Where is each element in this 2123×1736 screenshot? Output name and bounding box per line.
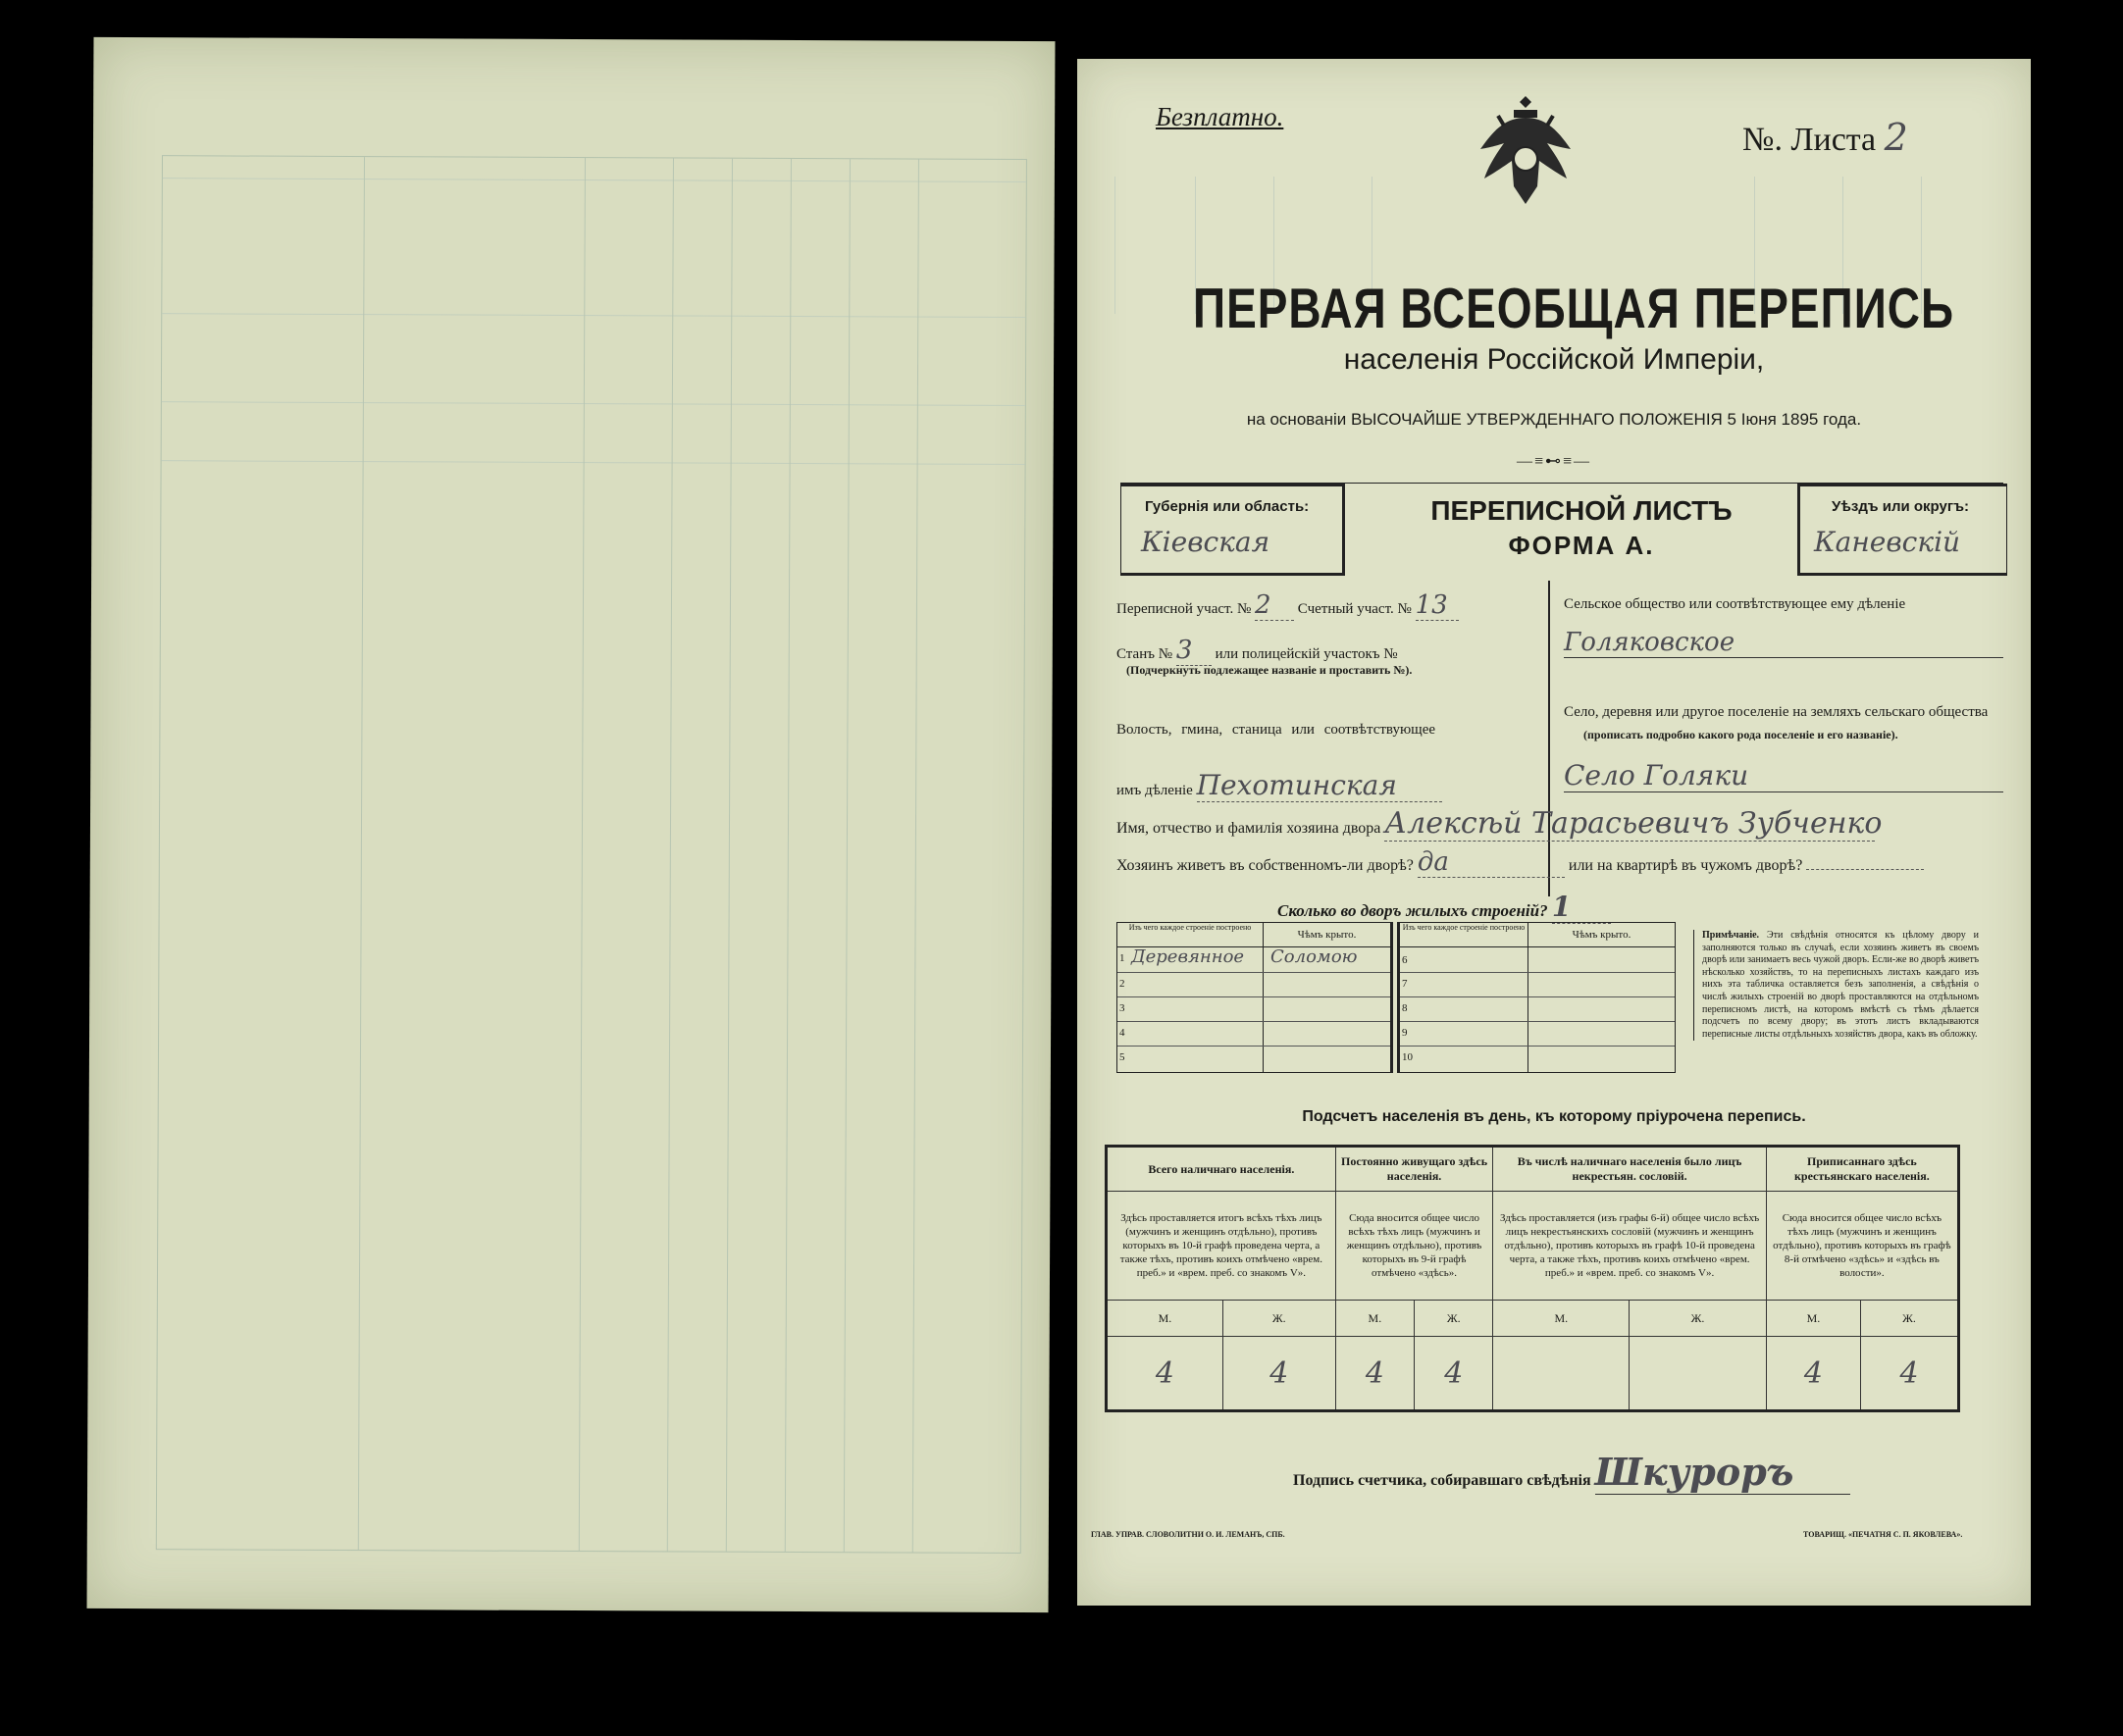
pop-col-desc: Здѣсь проставляется (изъ графы 6-й) общее число всѣхъ лицъ некрестьянскихъ сословій (мужчинъ и женщинъ отдѣльно), противъ которыхъ въ графѣ 10-й проведена черта, а также тѣхъ, противъ коихъ отмѣчено «врем. преб.» и «врем. преб. со знакомъ V». xyxy=(1493,1192,1766,1301)
female-count: 4 xyxy=(1415,1337,1493,1411)
count-area-label: Счетный участ. № xyxy=(1297,601,1412,617)
signature-line xyxy=(1293,1450,1850,1495)
printer-left: ГЛАВ. УПРАВ. СЛОВОЛИТНИ О. И. ЛЕМАНЪ, СПБ. xyxy=(1091,1530,1285,1539)
building-row xyxy=(1400,948,1675,973)
own-house-value: да xyxy=(1418,847,1565,878)
female-header: Ж. xyxy=(1861,1301,1959,1337)
village-value: Село Голяки xyxy=(1564,759,2003,792)
census-form-sheet xyxy=(1077,59,2031,1606)
male-count xyxy=(1493,1337,1630,1411)
female-header: Ж. xyxy=(1415,1301,1493,1337)
form-title-1: ПЕРЕПИСНОЙ ЛИСТЪ xyxy=(1430,495,1733,526)
pop-col-desc: Сюда вносится общее число всѣхъ тѣхъ лицъ (мужчинъ и женщинъ отдѣльно), противъ которыхъ въ графѣ 8-й отмѣчено «здѣсь» и «здѣсь въ волости». xyxy=(1766,1192,1958,1301)
building-row xyxy=(1400,996,1675,1022)
header-box-row xyxy=(1120,483,2003,570)
volost-value: Пехотинская xyxy=(1197,769,1442,802)
free-label: Безплатно. xyxy=(1156,102,1284,131)
pop-col-title: Въ числѣ наличнаго населенія было лицъ некрестьян. сословій. xyxy=(1493,1147,1766,1192)
row-number: 9 xyxy=(1402,1027,1408,1039)
male-count: 4 xyxy=(1766,1337,1860,1411)
col-roof-header: Чѣмъ крыто. xyxy=(1264,923,1390,947)
legal-basis: на основаніи ВЫСОЧАЙШЕ УТВЕРЖДЕННАГО ПОЛОЖЕНІЯ 5 Іюня 1895 года. xyxy=(1246,410,1862,429)
building-row xyxy=(1117,948,1390,973)
building-row xyxy=(1400,972,1675,997)
building-roof: Соломою xyxy=(1270,946,1358,967)
row-number: 5 xyxy=(1119,1051,1125,1063)
sheet-number xyxy=(1742,116,1908,159)
volost-label-1: Волость, гмина, станица или соотвѣтствующее xyxy=(1116,722,1436,738)
building-material: Деревянное xyxy=(1131,946,1245,967)
pop-col-desc: Сюда вносится общее число всѣхъ тѣхъ лицъ (мужчинъ и женщинъ отдѣльно), противъ которыхъ въ 9-й графѣ отмѣчено «здѣсь». xyxy=(1335,1192,1493,1301)
stan-note: (Подчеркнуть подлежащее названіе и проставить №). xyxy=(1126,663,1413,677)
double-headed-eagle-emblem xyxy=(1475,88,1578,216)
row-number: 10 xyxy=(1402,1051,1413,1063)
population-heading: Подсчетъ населенія въ день, къ которому пріурочена перепись. xyxy=(1302,1108,1806,1125)
female-header: Ж. xyxy=(1630,1301,1766,1337)
own-house-label: Хозяинъ живетъ въ собственномъ-ли дворѣ? xyxy=(1116,857,1414,874)
population-table xyxy=(1105,1145,1960,1412)
census-area-label: Переписной участ. № xyxy=(1116,601,1252,617)
form-title: ПЕРВАЯ ВСЕОБЩАЯ ПЕРЕПИСЬ xyxy=(1193,276,1955,340)
male-header: М. xyxy=(1493,1301,1630,1337)
building-row xyxy=(1117,972,1390,997)
col-material-header: Изъ чего каждое строеніе построено xyxy=(1400,923,1528,947)
buildings-value: 1 xyxy=(1552,891,1611,924)
male-header: М. xyxy=(1335,1301,1414,1337)
district-box xyxy=(1797,484,2007,576)
sheet-no-value: 2 xyxy=(1884,116,1908,159)
note-text: Эти свѣдѣнія относятся къ цѣлому двору и заполняются только въ случаѣ, если хозяинъ живетъ въ своемъ дворѣ или занимаетъ весь чужой дворъ. Если-же во дворѣ живетъ нѣсколько хозяйствъ, то на переписныхъ листахъ каждаго изъ нихъ эта табличка оставляется безъ заполненія, а свѣдѣнія о числѣ жилыхъ строеній во дворѣ проставляются на отдѣльномъ переписномъ листѣ, на которомъ вмѣстѣ съ тѣмъ дѣлается подсчетъ по всему двору; въ этотъ листъ вкладываются переписные листы отдѣльныхъ хозяйствъ двора, какъ въ обложку. xyxy=(1702,930,1980,1040)
buildings-table-right xyxy=(1399,922,1676,1073)
buildings-table-left xyxy=(1116,922,1391,1073)
building-row xyxy=(1400,1021,1675,1047)
signature-label: Подпись счетчика, собиравшаго свѣдѣнія xyxy=(1293,1472,1591,1489)
volost-label-2: имъ дѣленіе xyxy=(1116,783,1193,798)
row-number: 4 xyxy=(1119,1027,1125,1039)
ornament-divider: —≡⊷≡— xyxy=(1516,453,1592,470)
province-box xyxy=(1120,484,1345,576)
note-title: Примѣчаніе. xyxy=(1702,930,1760,941)
male-header: М. xyxy=(1107,1301,1223,1337)
census-area-value: 2 xyxy=(1255,590,1294,621)
pop-col-title: Приписаннаго здѣсь крестьянскаго населенія. xyxy=(1766,1147,1958,1192)
left-sheet xyxy=(87,37,1056,1612)
row-number: 1 xyxy=(1119,952,1125,964)
row-number: 8 xyxy=(1402,1002,1408,1014)
province-value: Кіевская xyxy=(1141,526,1270,558)
society-label: Сельское общество или соотвѣтствующее ему дѣленіе xyxy=(1564,596,1906,612)
count-area-value: 13 xyxy=(1416,590,1459,621)
pop-col-desc: Здѣсь проставляется итогъ всѣхъ тѣхъ лицъ (мужчинъ и женщинъ отдѣльно), противъ которыхъ въ 10-й графѣ проведена черта, а также тѣхъ, противъ коихъ отмѣчено «врем. преб.» и «врем. преб. со знакомъ V». xyxy=(1107,1192,1336,1301)
province-label: Губернія или область: xyxy=(1145,498,1310,515)
stan-label: Станъ № xyxy=(1116,646,1173,662)
owner-label: Имя, отчество и фамилія хозяина двора xyxy=(1116,820,1381,837)
faded-grid xyxy=(156,155,1027,1554)
male-count: 4 xyxy=(1335,1337,1414,1411)
row-number: 3 xyxy=(1119,1002,1125,1014)
village-note: (прописать подробно какого рода поселеніе и его названіе). xyxy=(1583,728,1898,741)
buildings-note xyxy=(1693,930,1979,1041)
col-material-header: Изъ чего каждое строеніе построено xyxy=(1117,923,1264,947)
sheet-no-label: №. Листа xyxy=(1742,122,1877,158)
printer-right: ТОВАРИЩ. «ПЕЧАТНЯ С. П. ЯКОВЛЕВА». xyxy=(1803,1530,1963,1539)
row-number: 2 xyxy=(1119,978,1125,990)
row-number: 7 xyxy=(1402,978,1408,990)
female-header: Ж. xyxy=(1222,1301,1335,1337)
row-number: 6 xyxy=(1402,954,1408,966)
pop-col-title: Всего наличнаго населенія. xyxy=(1107,1147,1336,1192)
building-row xyxy=(1117,1021,1390,1047)
pop-col-title: Постоянно живущаго здѣсь населенія. xyxy=(1335,1147,1493,1192)
female-count: 4 xyxy=(1222,1337,1335,1411)
form-title-2: ФОРМА А. xyxy=(1508,531,1655,560)
building-row xyxy=(1117,1046,1390,1070)
building-row xyxy=(1117,996,1390,1022)
male-header: М. xyxy=(1766,1301,1860,1337)
district-label: Уѣздъ или округъ: xyxy=(1832,498,1970,515)
district-value: Каневскій xyxy=(1814,526,1961,558)
form-subtitle: населенія Россійской Имперіи, xyxy=(1343,343,1765,376)
owner-value: Алексѣй Тарасьевичъ Зубченко xyxy=(1384,806,1883,841)
male-count: 4 xyxy=(1107,1337,1223,1411)
col-roof-header: Чѣмъ крыто. xyxy=(1528,923,1675,947)
female-count: 4 xyxy=(1861,1337,1959,1411)
village-label: Село, деревня или другое поселеніе на земляхъ сельскаго общества xyxy=(1564,704,1989,720)
buildings-label: Сколько во дворъ жилыхъ строеній? xyxy=(1277,901,1548,920)
building-row xyxy=(1400,1046,1675,1070)
signature-value: Шкуроръ xyxy=(1595,1450,1850,1495)
police-label: или полицейскій участокъ № xyxy=(1215,646,1398,662)
stan-value: 3 xyxy=(1176,636,1212,666)
society-value: Голяковское xyxy=(1564,628,2003,658)
female-count xyxy=(1630,1337,1766,1411)
rent-label: или на квартирѣ въ чужомъ дворѣ? xyxy=(1568,857,1803,874)
